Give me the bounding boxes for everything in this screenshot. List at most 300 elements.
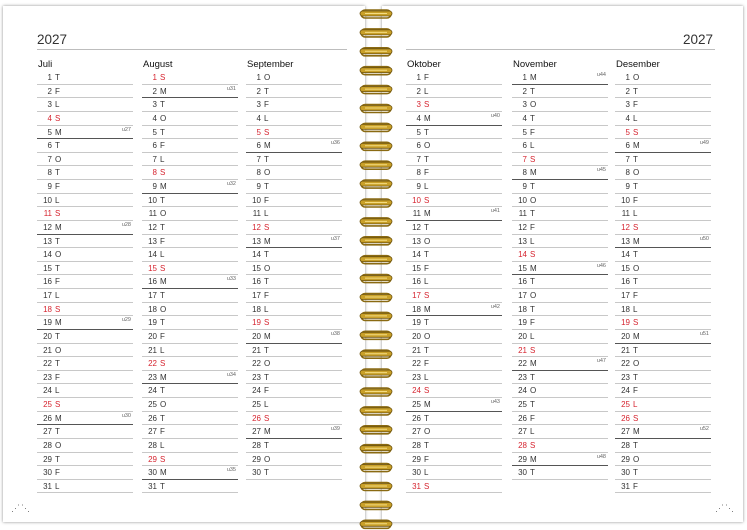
day-row[interactable] <box>406 453 502 467</box>
day-row[interactable] <box>142 384 238 398</box>
day-row[interactable] <box>512 344 608 358</box>
day-row[interactable] <box>37 85 133 99</box>
day-row[interactable] <box>37 344 133 358</box>
day-row[interactable] <box>246 275 342 289</box>
day-row[interactable] <box>615 466 711 480</box>
binding-ring <box>360 464 392 472</box>
day-number: 21 <box>621 345 630 355</box>
day-row[interactable] <box>615 275 711 289</box>
day-row[interactable] <box>142 248 238 262</box>
day-number: 5 <box>625 127 630 137</box>
day-number: 2 <box>256 86 261 96</box>
binding-ring <box>360 10 392 18</box>
day-row[interactable] <box>512 180 608 194</box>
day-row[interactable] <box>512 412 608 426</box>
weekday-letter: M <box>264 427 271 437</box>
day-row[interactable] <box>615 371 711 385</box>
day-number: 30 <box>412 468 421 478</box>
day-row[interactable] <box>615 384 711 398</box>
weekday-letter: T <box>160 413 165 423</box>
weekday-letter: T <box>530 113 535 123</box>
day-row[interactable] <box>512 126 608 140</box>
day-row[interactable] <box>246 303 342 317</box>
day-row[interactable] <box>406 398 502 412</box>
weekday-letter: T <box>633 468 638 478</box>
day-row[interactable] <box>142 344 238 358</box>
weekday-letter: F <box>160 427 165 437</box>
day-row[interactable] <box>512 112 608 126</box>
weekday-letter: F <box>424 454 429 464</box>
day-number: 6 <box>256 141 261 151</box>
day-row[interactable] <box>615 453 711 467</box>
day-number: 4 <box>625 113 630 123</box>
day-row[interactable] <box>246 153 342 167</box>
day-row[interactable] <box>37 139 133 153</box>
day-row[interactable] <box>246 466 342 480</box>
day-row[interactable] <box>37 412 133 426</box>
day-row[interactable] <box>142 439 238 453</box>
day-row[interactable] <box>142 303 238 317</box>
day-number: 5 <box>522 127 527 137</box>
day-number: 2 <box>47 86 52 96</box>
week-number: u30 <box>121 412 131 419</box>
day-row[interactable] <box>246 453 342 467</box>
day-number: 15 <box>518 263 527 273</box>
day-row[interactable] <box>615 98 711 112</box>
month-name: August <box>143 59 173 70</box>
day-row[interactable] <box>246 180 342 194</box>
day-row[interactable] <box>246 398 342 412</box>
day-row[interactable] <box>246 71 342 85</box>
day-row[interactable] <box>512 235 608 249</box>
day-number: 23 <box>518 372 527 382</box>
day-row[interactable] <box>615 221 711 235</box>
day-row[interactable] <box>406 480 502 494</box>
day-row[interactable] <box>406 412 502 426</box>
day-row[interactable] <box>615 289 711 303</box>
week-number: u40 <box>490 112 500 119</box>
day-row[interactable] <box>406 344 502 358</box>
month-name: Juli <box>38 59 53 70</box>
day-row[interactable] <box>406 235 502 249</box>
day-number: 6 <box>47 141 52 151</box>
day-row[interactable] <box>142 235 238 249</box>
day-row[interactable] <box>615 166 711 180</box>
day-row[interactable] <box>246 112 342 126</box>
weekday-letter: F <box>530 413 535 423</box>
day-row[interactable] <box>246 330 342 344</box>
day-row[interactable] <box>406 466 502 480</box>
day-row[interactable] <box>512 248 608 262</box>
weekday-letter: S <box>530 440 536 450</box>
day-row[interactable] <box>246 439 342 453</box>
day-row[interactable] <box>512 330 608 344</box>
day-row[interactable] <box>512 166 608 180</box>
day-row[interactable] <box>37 180 133 194</box>
day-row[interactable] <box>37 194 133 208</box>
day-row[interactable] <box>615 439 711 453</box>
day-number: 5 <box>256 127 261 137</box>
day-row[interactable] <box>37 166 133 180</box>
weekday-letter: M <box>633 141 640 151</box>
day-row[interactable] <box>37 248 133 262</box>
day-row[interactable] <box>512 384 608 398</box>
day-row[interactable] <box>615 357 711 371</box>
binding-ring <box>360 237 392 245</box>
day-row[interactable] <box>512 316 608 330</box>
day-row[interactable] <box>512 98 608 112</box>
day-number: 10 <box>148 195 157 205</box>
weekday-letter: L <box>55 100 60 110</box>
day-row[interactable] <box>142 180 238 194</box>
weekday-letter: O <box>264 73 271 82</box>
day-number: 14 <box>252 250 261 260</box>
day-row[interactable] <box>37 384 133 398</box>
day-row[interactable] <box>246 371 342 385</box>
day-number: 23 <box>621 372 630 382</box>
day-number: 6 <box>152 141 157 151</box>
day-number: 8 <box>47 168 52 178</box>
day-row[interactable] <box>37 207 133 221</box>
day-number: 27 <box>412 427 421 437</box>
day-row[interactable] <box>615 344 711 358</box>
day-row[interactable] <box>142 85 238 99</box>
day-row[interactable] <box>406 71 502 85</box>
day-row[interactable] <box>512 71 608 85</box>
day-row[interactable] <box>512 398 608 412</box>
day-number: 21 <box>43 345 52 355</box>
day-row[interactable] <box>142 316 238 330</box>
day-row[interactable] <box>142 126 238 140</box>
binding-ring <box>360 350 392 358</box>
day-row[interactable] <box>142 71 238 85</box>
day-row[interactable] <box>246 262 342 276</box>
day-row[interactable] <box>246 166 342 180</box>
weekday-letter: T <box>530 372 535 382</box>
day-number: 22 <box>518 359 527 369</box>
day-number: 26 <box>252 413 261 423</box>
day-row[interactable] <box>246 344 342 358</box>
day-number: 25 <box>148 400 157 409</box>
day-row[interactable] <box>37 466 133 480</box>
day-number: 7 <box>152 154 157 164</box>
day-row[interactable] <box>37 371 133 385</box>
day-row[interactable] <box>406 153 502 167</box>
day-row[interactable] <box>142 153 238 167</box>
day-row[interactable] <box>142 112 238 126</box>
day-row[interactable] <box>246 412 342 426</box>
day-row[interactable] <box>512 262 608 276</box>
day-number: 30 <box>43 468 52 478</box>
day-number: 21 <box>148 345 157 355</box>
day-row[interactable] <box>246 98 342 112</box>
weekday-letter: O <box>530 386 537 396</box>
weekday-letter: M <box>160 182 167 191</box>
day-row[interactable] <box>37 398 133 412</box>
day-row[interactable] <box>37 98 133 112</box>
day-row[interactable] <box>615 316 711 330</box>
day-row[interactable] <box>406 207 502 221</box>
weekday-letter: O <box>55 345 62 355</box>
day-row[interactable] <box>142 289 238 303</box>
day-row[interactable] <box>142 262 238 276</box>
day-row[interactable] <box>406 316 502 330</box>
day-row[interactable] <box>512 207 608 221</box>
day-row[interactable] <box>615 262 711 276</box>
day-row[interactable] <box>37 112 133 126</box>
day-row[interactable] <box>615 194 711 208</box>
day-row[interactable] <box>142 453 238 467</box>
day-row[interactable] <box>246 139 342 153</box>
day-row[interactable] <box>37 275 133 289</box>
weekday-letter: F <box>264 291 269 300</box>
binding-ring <box>360 48 392 56</box>
day-row[interactable] <box>615 71 711 85</box>
week-number: u38 <box>330 330 340 337</box>
day-row[interactable] <box>512 275 608 289</box>
weekday-letter: S <box>264 413 270 423</box>
day-row[interactable] <box>142 425 238 439</box>
day-number: 27 <box>43 427 52 437</box>
day-row[interactable] <box>615 330 711 344</box>
binding-ring <box>360 388 392 396</box>
day-row[interactable] <box>246 85 342 99</box>
day-row[interactable] <box>406 275 502 289</box>
day-row[interactable] <box>246 248 342 262</box>
day-row[interactable] <box>142 207 238 221</box>
day-row[interactable] <box>37 425 133 439</box>
day-row[interactable] <box>406 289 502 303</box>
day-row[interactable] <box>615 85 711 99</box>
day-row[interactable] <box>246 425 342 439</box>
day-row[interactable] <box>37 439 133 453</box>
day-row[interactable] <box>512 371 608 385</box>
weekday-letter: L <box>530 141 535 151</box>
weekday-letter: O <box>264 168 271 178</box>
day-row[interactable] <box>615 425 711 439</box>
day-row[interactable] <box>406 439 502 453</box>
day-row[interactable] <box>406 194 502 208</box>
day-number: 14 <box>43 250 52 260</box>
day-row[interactable] <box>37 453 133 467</box>
day-row[interactable] <box>406 98 502 112</box>
week-number: u37 <box>330 235 340 242</box>
day-number: 13 <box>518 236 527 246</box>
day-row[interactable] <box>615 480 711 494</box>
day-row[interactable] <box>37 235 133 249</box>
day-row[interactable] <box>615 153 711 167</box>
day-number: 31 <box>148 481 157 491</box>
day-row[interactable] <box>615 112 711 126</box>
day-row[interactable] <box>406 85 502 99</box>
day-row[interactable] <box>142 398 238 412</box>
day-row[interactable] <box>246 289 342 303</box>
day-row[interactable] <box>406 139 502 153</box>
day-number: 19 <box>43 318 52 328</box>
day-row[interactable] <box>406 330 502 344</box>
weekday-letter: M <box>530 168 537 178</box>
day-row[interactable] <box>512 439 608 453</box>
day-row[interactable] <box>406 180 502 194</box>
day-number: 1 <box>152 73 157 82</box>
weekday-letter: F <box>160 141 165 151</box>
weekday-letter: L <box>264 113 269 123</box>
day-row[interactable] <box>615 398 711 412</box>
left-page <box>3 6 365 522</box>
weekday-letter: T <box>424 222 429 232</box>
day-row[interactable] <box>406 425 502 439</box>
weekday-letter: L <box>55 195 60 205</box>
day-number: 16 <box>412 277 421 287</box>
day-row[interactable] <box>246 207 342 221</box>
day-row[interactable] <box>142 466 238 480</box>
day-row[interactable] <box>37 316 133 330</box>
day-number: 5 <box>152 127 157 137</box>
day-row[interactable] <box>142 98 238 112</box>
day-number: 10 <box>621 195 630 205</box>
day-row[interactable] <box>406 112 502 126</box>
day-row[interactable] <box>512 303 608 317</box>
day-row[interactable] <box>615 412 711 426</box>
day-row[interactable] <box>246 194 342 208</box>
day-number: 27 <box>252 427 261 437</box>
day-number: 27 <box>148 427 157 437</box>
day-row[interactable] <box>142 166 238 180</box>
weekday-letter: F <box>633 195 638 205</box>
day-row[interactable] <box>615 303 711 317</box>
day-row[interactable] <box>615 126 711 140</box>
day-row[interactable] <box>615 207 711 221</box>
day-row[interactable] <box>37 303 133 317</box>
weekday-letter: L <box>424 86 429 96</box>
day-row[interactable] <box>142 221 238 235</box>
day-number: 7 <box>416 154 421 164</box>
weekday-letter: S <box>55 113 61 123</box>
year-label-right: 2027 <box>682 32 713 47</box>
day-row[interactable] <box>512 139 608 153</box>
day-row[interactable] <box>37 153 133 167</box>
weekday-letter: T <box>424 250 429 260</box>
weekday-letter: S <box>530 250 536 260</box>
day-number: 12 <box>43 222 52 232</box>
day-number: 28 <box>252 440 261 450</box>
day-row[interactable] <box>512 289 608 303</box>
day-row[interactable] <box>406 262 502 276</box>
day-row[interactable] <box>512 153 608 167</box>
month-name: September <box>247 59 294 70</box>
day-row[interactable] <box>512 221 608 235</box>
weekday-letter: T <box>55 73 60 82</box>
day-row[interactable] <box>406 166 502 180</box>
day-row[interactable] <box>246 235 342 249</box>
day-row[interactable] <box>142 330 238 344</box>
day-row[interactable] <box>142 357 238 371</box>
weekday-letter: M <box>55 318 62 328</box>
day-row[interactable] <box>142 480 238 494</box>
weekday-letter: F <box>530 127 535 137</box>
day-row[interactable] <box>615 180 711 194</box>
day-row[interactable] <box>142 275 238 289</box>
day-number: 7 <box>47 154 52 164</box>
day-row[interactable] <box>37 262 133 276</box>
day-row[interactable] <box>37 289 133 303</box>
weekday-letter: F <box>424 359 429 369</box>
day-row[interactable] <box>615 139 711 153</box>
day-row[interactable] <box>406 126 502 140</box>
day-row[interactable] <box>512 453 608 467</box>
week-number: u36 <box>330 140 340 147</box>
week-number: u28 <box>121 221 131 228</box>
weekday-letter: L <box>633 400 638 409</box>
day-row[interactable] <box>406 221 502 235</box>
day-row[interactable] <box>142 412 238 426</box>
weekday-letter: S <box>55 304 61 314</box>
day-row[interactable] <box>37 126 133 140</box>
day-number: 29 <box>252 454 261 464</box>
day-number: 20 <box>412 331 421 341</box>
weekday-letter: F <box>160 331 165 341</box>
day-number: 16 <box>148 277 157 287</box>
day-row[interactable] <box>406 384 502 398</box>
day-row[interactable] <box>406 248 502 262</box>
day-row[interactable] <box>406 371 502 385</box>
weekday-letter: O <box>633 263 640 273</box>
day-row[interactable] <box>615 235 711 249</box>
weekday-letter: M <box>530 454 537 464</box>
weekday-letter: L <box>160 345 165 355</box>
weekday-letter: T <box>55 427 60 437</box>
day-row[interactable] <box>512 466 608 480</box>
day-row[interactable] <box>512 85 608 99</box>
day-row[interactable] <box>142 194 238 208</box>
day-row[interactable] <box>246 316 342 330</box>
weekday-letter: F <box>633 386 638 396</box>
day-row[interactable] <box>142 371 238 385</box>
day-row[interactable] <box>512 194 608 208</box>
day-row[interactable] <box>246 357 342 371</box>
weekday-letter: O <box>160 400 167 409</box>
day-row[interactable] <box>246 384 342 398</box>
week-number: u34 <box>226 371 236 378</box>
week-number: u48 <box>596 453 606 460</box>
day-row[interactable] <box>406 357 502 371</box>
day-row[interactable] <box>406 303 502 317</box>
day-row[interactable] <box>246 221 342 235</box>
day-number: 14 <box>518 250 527 260</box>
day-row[interactable] <box>512 425 608 439</box>
day-row[interactable] <box>142 139 238 153</box>
day-row[interactable] <box>615 248 711 262</box>
weekday-letter: L <box>160 440 165 450</box>
weekday-letter: T <box>530 468 535 478</box>
day-row[interactable] <box>246 126 342 140</box>
right-page <box>382 6 743 522</box>
day-row[interactable] <box>37 221 133 235</box>
weekday-letter: T <box>160 195 165 205</box>
day-row[interactable] <box>37 357 133 371</box>
day-number: 30 <box>621 468 630 478</box>
day-row[interactable] <box>37 71 133 85</box>
day-row[interactable] <box>37 330 133 344</box>
weekday-letter: O <box>633 73 640 82</box>
weekday-letter: S <box>424 100 430 110</box>
day-row[interactable] <box>512 357 608 371</box>
day-row[interactable] <box>37 480 133 494</box>
corner-dots-icon: ⋰⋱ <box>11 503 31 513</box>
day-number: 8 <box>625 168 630 178</box>
month-column-oktober <box>406 58 502 493</box>
weekday-letter: T <box>55 168 60 178</box>
